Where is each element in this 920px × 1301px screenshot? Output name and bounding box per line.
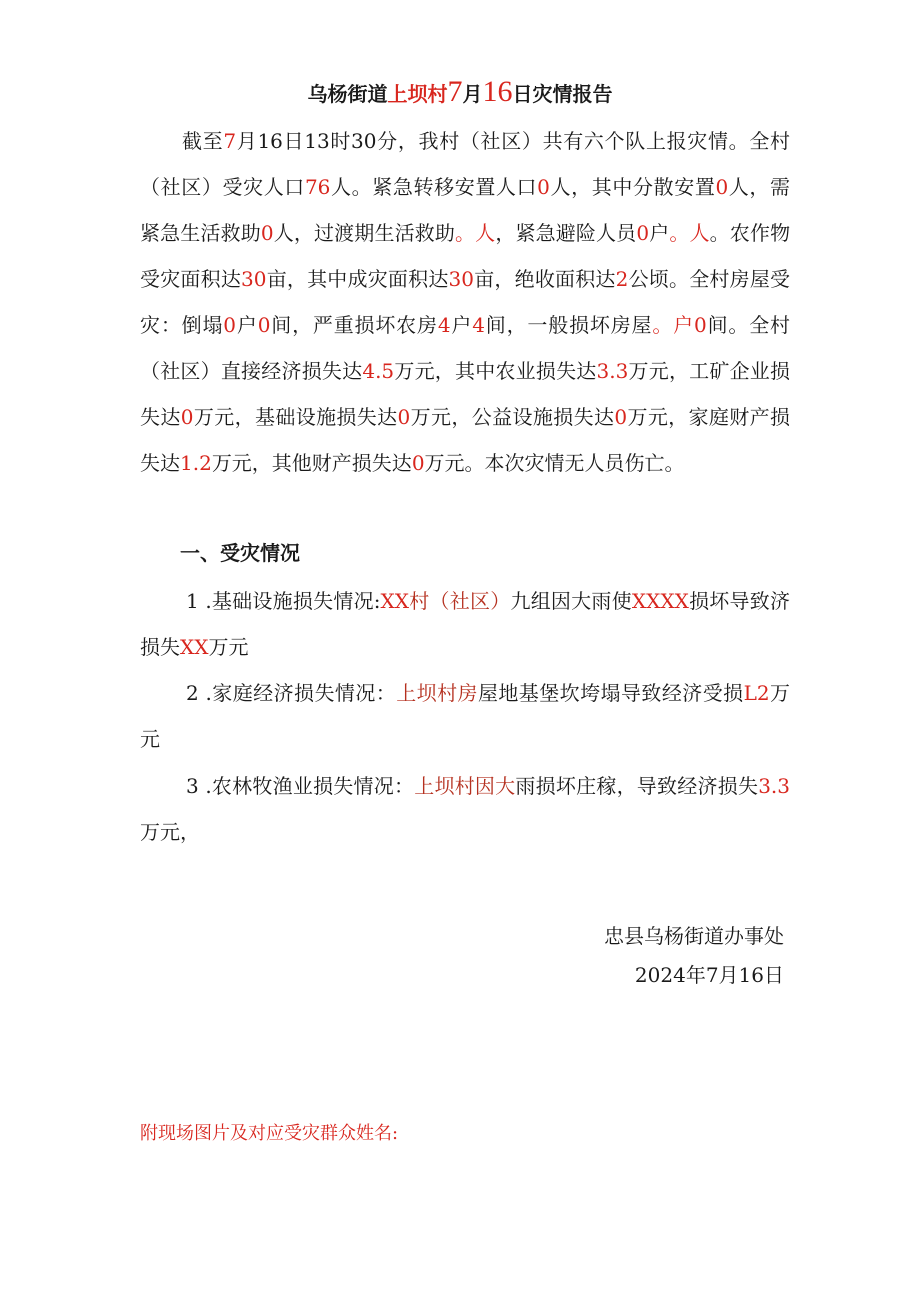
text-run: 间，一般损坏房屋 xyxy=(484,313,653,337)
text-run: 2 .家庭经济损失情况： xyxy=(186,681,397,705)
highlighted-value: 0 xyxy=(715,175,729,199)
highlighted-value: 0 xyxy=(537,175,550,199)
highlighted-value: 4.5 xyxy=(362,359,395,383)
text-run: 公顷。全村房屋受灾：倒塌 xyxy=(140,267,791,337)
text-run: 雨损坏庄稼，导致经济损失 xyxy=(515,774,759,798)
text-run: 月16日13时30分，我村（社区）共有六个队上报灾情。全村（社区）受灾人口 xyxy=(140,129,790,199)
text-run: 万元， xyxy=(140,820,200,844)
household-loss-item xyxy=(140,670,790,762)
highlighted-value: 0 xyxy=(614,405,628,429)
highlighted-value: 7 xyxy=(223,129,237,153)
highlighted-value: 0 xyxy=(636,221,650,245)
highlighted-value: 上坝村房 xyxy=(396,681,478,705)
text-run: 万元，家庭财产损失达 xyxy=(140,405,791,475)
text-run: 人，需紧急生活救助 xyxy=(140,175,791,245)
text-run: 万元，基础设施损失达 xyxy=(193,405,398,429)
text-run: 户 xyxy=(649,221,670,245)
highlighted-value: 。户 xyxy=(652,313,695,337)
text-run: 人。紧急转移安置人口 xyxy=(330,175,538,199)
highlighted-value: 0 xyxy=(411,451,425,475)
highlighted-value: 。人 xyxy=(455,221,496,245)
highlighted-value: XX xyxy=(380,589,410,613)
text-run: 亩，其中成灾面积达 xyxy=(266,267,449,291)
highlighted-value: 。人 xyxy=(669,221,710,245)
highlighted-value: 3.3 xyxy=(596,359,629,383)
title-part-village: 上坝村 xyxy=(387,82,448,106)
text-run: 屋地基堡坎垮塌导致经济受损 xyxy=(477,681,744,705)
highlighted-value: 1.2 xyxy=(180,451,212,475)
text-run: 万元，公益设施损失达 xyxy=(410,405,615,429)
highlighted-value: 0 xyxy=(694,313,707,337)
text-run: 损坏导致济损失 xyxy=(140,589,791,659)
text-run: 万元 xyxy=(208,635,249,659)
highlighted-value: 3.3 xyxy=(758,774,791,798)
title-part-month-number: 7 xyxy=(447,75,463,108)
title-part-month: 月 xyxy=(462,82,483,106)
highlighted-value: 0 xyxy=(223,313,237,337)
highlighted-value: L2 xyxy=(743,681,770,705)
highlighted-value: 76 xyxy=(304,175,331,199)
highlighted-value: 上坝村因大 xyxy=(414,774,516,798)
highlighted-value: 4 xyxy=(472,313,485,337)
text-run: 万元，其中农业损失达 xyxy=(394,359,597,383)
highlighted-value: 2 xyxy=(615,267,629,291)
title-part-day-number: 16 xyxy=(482,75,513,108)
text-run: 。农作物受灾面积达 xyxy=(140,221,791,291)
title-part-1: 乌杨街道 xyxy=(307,82,388,106)
highlighted-value: 0 xyxy=(397,405,411,429)
highlighted-value: 村（社区） xyxy=(409,589,511,613)
highlighted-value: XXXX xyxy=(631,589,689,613)
text-run: 亩，绝收面积达 xyxy=(474,267,616,291)
text-run: 万元。本次灾情无人员伤亡。 xyxy=(424,451,685,475)
highlighted-value: 30 xyxy=(241,267,267,291)
text-run: 3 .农林牧渔业损失情况： xyxy=(186,774,415,798)
text-run: 九组因大雨使 xyxy=(510,589,632,613)
agriculture-loss-item xyxy=(140,763,790,855)
highlighted-value: 0 xyxy=(260,221,274,245)
section-heading: 一、受灾情况 xyxy=(180,541,300,565)
report-title xyxy=(0,74,920,112)
signature-organization: 忠县乌杨街道办事处 xyxy=(604,924,784,948)
text-run: 人，其中分散安置 xyxy=(549,175,716,199)
text-run: 人，过渡期生活救助 xyxy=(273,221,456,245)
text-run: ，紧急避险人员 xyxy=(495,221,637,245)
attachment-note: 附现场图片及对应受灾群众姓名: xyxy=(140,1123,399,1144)
highlighted-value: XX xyxy=(180,635,209,659)
infrastructure-loss-item xyxy=(140,578,790,670)
highlighted-value: 4 xyxy=(437,313,451,337)
signature-date: 2024年7月16日 xyxy=(634,963,784,987)
text-run: 万元，其他财产损失达 xyxy=(211,451,412,475)
text-run: 1 .基础设施损失情况: xyxy=(186,589,381,613)
text-run: 户 xyxy=(236,313,258,337)
highlighted-value: 30 xyxy=(448,267,474,291)
text-run: 万元，工矿企业损失达 xyxy=(140,359,791,429)
text-run: 万元 xyxy=(140,681,791,751)
title-part-suffix: 日灾情报告 xyxy=(512,82,613,106)
summary-paragraph xyxy=(140,118,790,486)
text-run: 间。全村（社区）直接经济损失达 xyxy=(140,313,791,383)
highlighted-value: 0 xyxy=(257,313,271,337)
text-run: 户 xyxy=(450,313,473,337)
text-run: 截至 xyxy=(182,129,224,153)
highlighted-value: 0 xyxy=(180,405,194,429)
text-run: 间，严重损坏农房 xyxy=(270,313,438,337)
